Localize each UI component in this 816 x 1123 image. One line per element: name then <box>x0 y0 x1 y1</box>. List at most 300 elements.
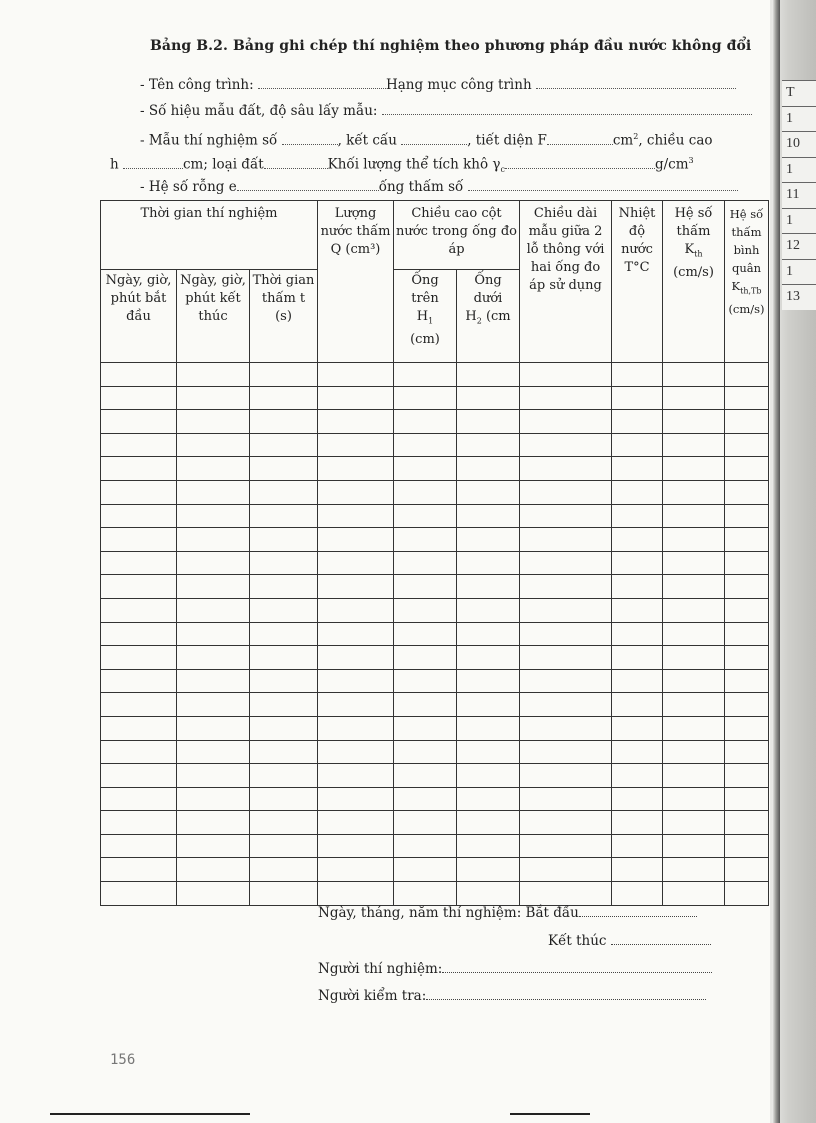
table-cell <box>318 410 394 434</box>
table-cell <box>318 740 394 764</box>
table-cell <box>520 740 612 764</box>
table-row <box>101 551 769 575</box>
table-row <box>101 693 769 717</box>
table-cell <box>177 858 250 882</box>
table-cell <box>663 433 725 457</box>
table-cell <box>663 669 725 693</box>
fill-mau-tn <box>282 132 338 145</box>
table-cell <box>520 669 612 693</box>
table-cell <box>520 480 612 504</box>
table-cell <box>725 646 769 670</box>
table-cell <box>520 787 612 811</box>
table-cell <box>101 882 177 906</box>
table-cell <box>394 504 457 528</box>
table-cell <box>457 363 520 387</box>
next-page-cell: 11 <box>782 182 816 208</box>
table-cell <box>177 504 250 528</box>
table-cell <box>457 528 520 552</box>
table-cell <box>663 598 725 622</box>
table-cell <box>612 882 663 906</box>
table-cell <box>725 858 769 882</box>
table-cell <box>394 433 457 457</box>
table-cell <box>520 834 612 858</box>
table-cell <box>177 811 250 835</box>
table-cell <box>725 480 769 504</box>
table-cell <box>177 787 250 811</box>
fill-nguoi-kt <box>426 988 706 1000</box>
table-cell <box>318 858 394 882</box>
table-cell <box>177 528 250 552</box>
table-cell <box>101 410 177 434</box>
table-cell <box>177 622 250 646</box>
table-cell <box>725 528 769 552</box>
table-cell <box>520 858 612 882</box>
table-row <box>101 669 769 693</box>
table-cell <box>663 693 725 717</box>
table-cell <box>318 363 394 387</box>
table-cell <box>612 410 663 434</box>
table-cell <box>101 504 177 528</box>
table-cell <box>612 764 663 788</box>
table-cell <box>101 740 177 764</box>
fill-ong-tham <box>468 178 738 191</box>
table-cell <box>394 598 457 622</box>
table-cell <box>457 764 520 788</box>
table-cell <box>101 693 177 717</box>
table-cell <box>318 764 394 788</box>
bottom-rule-left <box>50 1113 250 1115</box>
table-cell <box>394 764 457 788</box>
table-cell <box>250 811 318 835</box>
table-cell <box>663 551 725 575</box>
table-row <box>101 646 769 670</box>
label-he-so-rong: - Hệ số rỗng e <box>140 179 237 195</box>
table-cell <box>101 622 177 646</box>
label-so-hieu: - Số hiệu mẫu đất, độ sâu lấy mẫu: <box>140 103 378 119</box>
table-cell <box>101 858 177 882</box>
table-row <box>101 622 769 646</box>
table-cell <box>394 551 457 575</box>
table-cell <box>177 386 250 410</box>
header-ong-duoi: Ống dưới $H_2$ (cm <box>457 270 520 363</box>
fill-loai-dat <box>264 156 328 169</box>
footer-nguoi-tn: Người thí nghiệm: <box>318 961 712 977</box>
field-line-2 <box>140 102 800 120</box>
table-cell <box>725 504 769 528</box>
next-page-cell: 13 <box>782 284 816 310</box>
header-thoi-gian: Thời gian thí nghiệm <box>101 201 318 270</box>
table-cell <box>663 858 725 882</box>
table-cell <box>101 480 177 504</box>
table-cell <box>612 646 663 670</box>
table-cell <box>612 811 663 835</box>
header-luong-nuoc: Lượng nước thấm Q (cm³) <box>318 201 394 363</box>
table-cell <box>457 575 520 599</box>
table-cell <box>394 787 457 811</box>
table-cell <box>457 858 520 882</box>
table-cell <box>250 858 318 882</box>
table-cell <box>101 457 177 481</box>
page-title: Bảng B.2. Bảng ghi chép thí nghiệm theo phương pháp đầu nước không đổi <box>150 38 752 54</box>
table-cell <box>663 504 725 528</box>
table-cell <box>250 386 318 410</box>
table-cell <box>457 834 520 858</box>
fill-ket-thuc <box>611 933 711 945</box>
table-cell <box>177 693 250 717</box>
table-cell <box>250 433 318 457</box>
table-row <box>101 410 769 434</box>
table-cell <box>457 433 520 457</box>
table-cell <box>318 386 394 410</box>
table-cell <box>725 598 769 622</box>
table-cell <box>612 787 663 811</box>
header-nhiet-do: Nhiệt độ nước T°C <box>612 201 663 363</box>
fill-tiet-dien <box>547 132 613 145</box>
table-cell <box>725 740 769 764</box>
table-cell <box>663 787 725 811</box>
label-h: h <box>110 156 119 173</box>
next-page-cell: 1 <box>782 157 816 183</box>
table-cell <box>612 834 663 858</box>
table-cell <box>250 575 318 599</box>
table-cell <box>318 787 394 811</box>
field-line-3: - Mẫu thí nghiệm số , kết cấu , tiết diện F $cm^2$, chiều cao <box>140 132 713 149</box>
fill-khoi-luong <box>505 156 655 169</box>
table-cell <box>318 622 394 646</box>
table-cell <box>394 693 457 717</box>
table-cell <box>725 716 769 740</box>
table-cell <box>394 528 457 552</box>
label-ket-cau: , kết cấu <box>337 132 397 149</box>
table-cell <box>250 646 318 670</box>
table-cell <box>725 669 769 693</box>
table-cell <box>457 669 520 693</box>
experiment-table <box>100 200 769 906</box>
table-cell <box>520 433 612 457</box>
footer-ngay-thang: Ngày, tháng, năm thí nghiệm: Bắt đầu <box>318 905 697 921</box>
table-cell <box>394 882 457 906</box>
table-cell <box>612 669 663 693</box>
label-chieu-cao: , chiều cao <box>638 132 713 149</box>
table-cell <box>250 882 318 906</box>
table-cell <box>394 575 457 599</box>
label-tiet-dien: , tiết diện F <box>467 132 547 149</box>
table-cell <box>318 551 394 575</box>
table-cell <box>177 598 250 622</box>
label-mau-tn: - Mẫu thí nghiệm số <box>140 132 278 149</box>
table-cell <box>612 598 663 622</box>
table-cell <box>394 646 457 670</box>
table-cell <box>520 504 612 528</box>
footer-ket-thuc: Kết thúc <box>548 933 711 949</box>
table-cell <box>520 646 612 670</box>
table-cell <box>394 386 457 410</box>
table-cell <box>101 598 177 622</box>
label-cm2: cm <box>612 132 634 149</box>
table-cell <box>520 598 612 622</box>
table-cell <box>663 528 725 552</box>
table-row <box>101 457 769 481</box>
fill-nguoi-tn <box>442 961 712 973</box>
label-hang-muc: Hạng mục công trình <box>385 77 532 93</box>
table-cell <box>457 504 520 528</box>
table-cell <box>177 433 250 457</box>
table-row <box>101 598 769 622</box>
table-cell <box>520 528 612 552</box>
table-cell <box>520 811 612 835</box>
table-cell <box>250 504 318 528</box>
table-cell <box>520 693 612 717</box>
table-cell <box>663 457 725 481</box>
table-cell <box>725 834 769 858</box>
table-cell <box>612 504 663 528</box>
table-cell <box>663 882 725 906</box>
table-cell <box>177 363 250 387</box>
table-cell <box>177 740 250 764</box>
table-cell <box>177 551 250 575</box>
fill-hang-muc <box>536 76 736 89</box>
table-cell <box>663 575 725 599</box>
table-cell <box>318 457 394 481</box>
fill-so-hieu <box>382 102 752 115</box>
table-cell <box>101 834 177 858</box>
label-khoi-luong: Khối lượng thể tích khô γ <box>327 156 501 173</box>
table-cell <box>250 551 318 575</box>
fill-ket-cau <box>401 132 467 145</box>
table-row <box>101 363 769 387</box>
table-cell <box>250 834 318 858</box>
table-cell <box>318 669 394 693</box>
page-number: 156 <box>110 1052 136 1068</box>
table-cell <box>725 764 769 788</box>
table-cell <box>725 693 769 717</box>
table-cell <box>394 410 457 434</box>
table-cell <box>663 740 725 764</box>
table-cell <box>394 716 457 740</box>
table-cell <box>250 363 318 387</box>
table-cell <box>250 598 318 622</box>
table-cell <box>318 433 394 457</box>
table-cell <box>520 363 612 387</box>
table-cell <box>663 480 725 504</box>
table-row <box>101 787 769 811</box>
table-cell <box>612 693 663 717</box>
table-cell <box>457 716 520 740</box>
spine-shadow <box>772 0 780 1123</box>
table-cell <box>318 480 394 504</box>
table-cell <box>520 764 612 788</box>
bottom-rule-right <box>510 1113 590 1115</box>
table-cell <box>663 622 725 646</box>
next-page-cell: 12 <box>782 233 816 259</box>
table-cell <box>725 410 769 434</box>
table-cell <box>725 457 769 481</box>
table-cell <box>318 811 394 835</box>
table-row <box>101 764 769 788</box>
table-cell <box>101 646 177 670</box>
table-cell <box>612 716 663 740</box>
table-cell <box>101 764 177 788</box>
table-row <box>101 740 769 764</box>
table-cell <box>101 787 177 811</box>
table-cell <box>457 457 520 481</box>
table-row <box>101 811 769 835</box>
table-cell <box>318 598 394 622</box>
table-cell <box>663 811 725 835</box>
table-row <box>101 528 769 552</box>
table-cell <box>101 433 177 457</box>
table-cell <box>318 528 394 552</box>
header-he-so-tb: Hệ số thấm bình quân $K_{th,Tb}$ (cm/s) <box>725 201 769 363</box>
table-cell <box>612 363 663 387</box>
table-cell <box>725 363 769 387</box>
table-cell <box>250 740 318 764</box>
table-cell <box>612 528 663 552</box>
next-page-cell: T <box>782 80 816 106</box>
table-cell <box>250 410 318 434</box>
fill-bat-dau <box>579 905 697 917</box>
table-cell <box>394 457 457 481</box>
table-cell <box>394 740 457 764</box>
table-cell <box>250 716 318 740</box>
table-row <box>101 504 769 528</box>
table-cell <box>663 834 725 858</box>
table-cell <box>612 858 663 882</box>
header-bat-dau: Ngày, giờ, phút bắt đầu <box>101 270 177 363</box>
table-cell <box>177 457 250 481</box>
table-cell <box>663 363 725 387</box>
table-cell <box>663 386 725 410</box>
next-page-cell: 10 <box>782 131 816 157</box>
table-cell <box>725 433 769 457</box>
table-cell <box>520 551 612 575</box>
table-cell <box>520 386 612 410</box>
header-ong-tren: Ống trên $H_1$ (cm) <box>394 270 457 363</box>
field-line-4: h cm; loại đất Khối lượng thể tích khô $\gamma_c$ $g/cm^3$ <box>110 156 694 175</box>
table-cell <box>177 716 250 740</box>
footer-nguoi-kt: Người kiểm tra: <box>318 988 706 1004</box>
label-ong-tham: ống thấm số <box>378 179 464 195</box>
next-page-cell: 1 <box>782 106 816 132</box>
table-cell <box>177 669 250 693</box>
table-cell <box>101 669 177 693</box>
table-cell <box>250 457 318 481</box>
table-cell <box>177 410 250 434</box>
table-cell <box>250 480 318 504</box>
table-cell <box>318 834 394 858</box>
table-cell <box>612 457 663 481</box>
table-cell <box>725 811 769 835</box>
table-cell <box>457 480 520 504</box>
table-cell <box>318 646 394 670</box>
table-cell <box>250 528 318 552</box>
table-cell <box>457 598 520 622</box>
table-cell <box>612 622 663 646</box>
table-cell <box>520 575 612 599</box>
field-line-1 <box>140 76 800 94</box>
table-cell <box>520 410 612 434</box>
field-line-5 <box>140 178 800 196</box>
table-cell <box>725 882 769 906</box>
table-cell <box>250 622 318 646</box>
table-cell <box>101 811 177 835</box>
table-cell <box>457 787 520 811</box>
table-row <box>101 480 769 504</box>
table-cell <box>663 716 725 740</box>
table-cell <box>318 693 394 717</box>
table-cell <box>250 669 318 693</box>
table-row <box>101 882 769 906</box>
table-cell <box>725 622 769 646</box>
header-chieu-cao-cot: Chiều cao cột nước trong ống đo áp <box>394 201 520 270</box>
table-cell <box>250 764 318 788</box>
table-cell <box>725 575 769 599</box>
fill-he-so-rong <box>237 178 379 191</box>
table-cell <box>250 693 318 717</box>
label-ten-cong-trinh: - Tên công trình: <box>140 77 254 93</box>
table-cell <box>612 386 663 410</box>
header-he-so-tham: Hệ số thấm $K_{th}$ (cm/s) <box>663 201 725 363</box>
table-cell <box>394 480 457 504</box>
table-cell <box>612 480 663 504</box>
table-cell <box>612 575 663 599</box>
table-row <box>101 433 769 457</box>
table-row <box>101 858 769 882</box>
table-cell <box>612 740 663 764</box>
table-cell <box>612 551 663 575</box>
table-cell <box>101 363 177 387</box>
table-cell <box>520 882 612 906</box>
fill-h <box>123 156 183 169</box>
table-cell <box>101 386 177 410</box>
header-thoi-gian-tham: Thời gian thấm t (s) <box>250 270 318 363</box>
table-cell <box>394 858 457 882</box>
table-cell <box>394 834 457 858</box>
table-cell <box>520 716 612 740</box>
table-cell <box>394 811 457 835</box>
label-loai-dat: cm; loại đất <box>183 156 264 173</box>
table-row <box>101 834 769 858</box>
table-cell <box>457 646 520 670</box>
table-cell <box>101 716 177 740</box>
table-cell <box>318 575 394 599</box>
table-cell <box>101 528 177 552</box>
table-cell <box>394 669 457 693</box>
table-cell <box>457 551 520 575</box>
header-ket-thuc: Ngày, giờ, phút kết thúc <box>177 270 250 363</box>
header-chieu-dai: Chiều dài mẫu giữa 2 lỗ thông với hai ống đo áp sử dụng <box>520 201 612 363</box>
table-cell <box>177 575 250 599</box>
table-cell <box>520 457 612 481</box>
table-cell <box>457 386 520 410</box>
table-cell <box>177 764 250 788</box>
table-cell <box>177 646 250 670</box>
table-row <box>101 716 769 740</box>
table-row <box>101 575 769 599</box>
table-cell <box>101 551 177 575</box>
table-cell <box>177 480 250 504</box>
table-cell <box>663 764 725 788</box>
table-cell <box>318 504 394 528</box>
table-cell <box>457 410 520 434</box>
table-cell <box>318 882 394 906</box>
table-cell <box>457 622 520 646</box>
table-cell <box>457 740 520 764</box>
label-g-cm3: g/cm <box>654 156 689 173</box>
table-cell <box>520 622 612 646</box>
table-body <box>101 363 769 906</box>
next-page-cell: 1 <box>782 208 816 234</box>
